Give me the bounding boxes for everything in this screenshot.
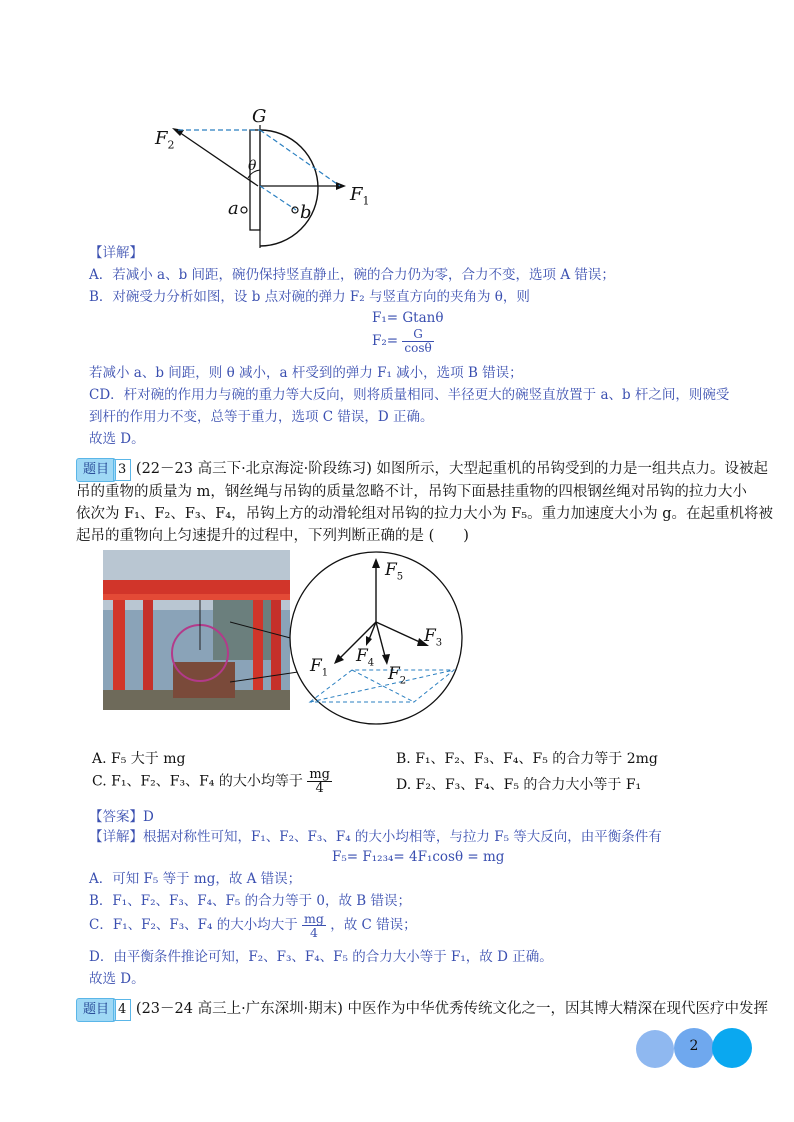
fig1-label-F1: $F_1$ (350, 184, 370, 208)
page-badge-circle-left (636, 1030, 674, 1068)
q3-stem-line3: 依次为 F₁、F₂、F₃、F₄，吊钩上方的动滑轮组对吊钩的拉力大小为 F₅。重力加速度大小为 g。在起重机将被 (76, 506, 773, 522)
q2-eq1: F₁= Gtanθ (372, 310, 444, 326)
fig1-label-theta: θ (248, 158, 257, 174)
page-badge-circle-right (712, 1028, 752, 1068)
q2-eq2-den: cosθ (404, 341, 432, 355)
q2-eq2-num: G (402, 328, 433, 342)
q3-option-b[interactable]: B. F₁、F₂、F₃、F₄、F₅ 的合力等于 2mg (396, 751, 658, 767)
fig2-label-F2: $F_2$ (388, 664, 407, 687)
q2-a-line: A．若减小 a、b 间距，碗仍保持竖直静止，碗的合力仍为零，合力不变，选项 A 错误； (89, 267, 615, 283)
q3-c: C．F₁、F₂、F₃、F₄ 的大小均大于 $\frac{mg}{4}$ ，故 C 错误； (89, 911, 417, 940)
q3-stem-line4: 起吊的重物向上匀速提升的过程中，下列判断正确的是 ( ) (76, 528, 469, 544)
q2-conclusion: 故选 D。 (89, 431, 145, 447)
q2-cd-line1: CD．杆对碗的作用力与碗的重力等大反向，则将质量相同、半径更大的碗竖直放置于 a、b 杆之间，则碗受 (89, 387, 730, 403)
q2-cd-line2: 到杆的作用力不变，总等于重力，选项 C 错误，D 正确。 (89, 409, 434, 425)
q3-d: D．由平衡条件推论可知，F₂、F₃、F₄、F₅ 的合力大小等于 F₁，故 D 正确。 (89, 949, 553, 965)
q2-b-line: B．对碗受力分析如图，设 b 点对碗的弹力 F₂ 与竖直方向的夹角为 θ，则 (89, 289, 530, 305)
q3-number: 3 (113, 459, 131, 481)
q3-tag: 题目 (76, 458, 116, 482)
page-badge (636, 1028, 752, 1068)
fig1-label-F2: $F_2$ (155, 128, 175, 152)
q3-stem-line2: 吊的重物的质量为 m，钢丝绳与吊钩的质量忽略不计，吊钩下面悬挂重物的四根钢丝绳对吊钩的拉力大小 (76, 484, 747, 500)
page-number: 2 (689, 1038, 699, 1054)
fig1-label-G: G (252, 106, 267, 127)
q2-detail-tag: 【详解】 (89, 245, 143, 261)
fig2-label-F5: $F_5$ (385, 560, 404, 583)
q4-stem-line1: 题目 4 (23－24 高三上·广东深圳·期末) 中医作为中华优秀传统文化之一，因其博大精深在现代医疗中发挥 (76, 998, 768, 1022)
q2-eq2: F₂= $\frac{G}{\cos\theta}$ (372, 327, 432, 355)
q3-optc-num: mg (309, 767, 330, 782)
q2-b-cont: 若减小 a、b 间距，则 θ 减小，a 杆受到的弹力 F₁ 减小，选项 B 错误； (89, 365, 523, 381)
q3-c-den: 4 (310, 925, 318, 940)
q4-number: 4 (113, 999, 131, 1021)
fig1-label-b: b (300, 202, 312, 223)
q4-tag: 题目 (76, 998, 116, 1022)
q3-detail: 【详解】根据对称性可知，F₁、F₂、F₃、F₄ 的大小均相等，与拉力 F₅ 等大反向，由平衡条件有 (89, 829, 662, 845)
q3-option-d[interactable]: D. F₂、F₃、F₄、F₅ 的合力大小等于 F₁ (396, 777, 642, 793)
q3-option-a[interactable]: A. F₅ 大于 mg (92, 751, 186, 767)
q3-b: B．F₁、F₂、F₃、F₄、F₅ 的合力等于 0，故 B 错误； (89, 893, 411, 909)
q3-option-c[interactable]: C. F₁、F₂、F₃、F₄ 的大小均等于 $\frac{mg}{4}$ (92, 767, 330, 796)
fig2-label-F1: $F_1$ (310, 656, 329, 679)
q3-optc-den: 4 (315, 781, 324, 796)
fig2-label-F4: $F_4$ (356, 646, 375, 669)
q3-answer: 【答案】D (89, 809, 154, 825)
q3-eq: F₅= F₁₂₃₄= 4F₁cosθ = mg (332, 849, 505, 865)
q3-stem-line1: 题目 3 (22－23 高三下·北京海淀·阶段练习) 如图所示，大型起重机的吊钩受到的力是一组共点力。设被起 (76, 458, 768, 482)
q3-conclusion: 故选 D。 (89, 971, 145, 987)
fig1-label-a: a (228, 198, 239, 219)
q3-a: A．可知 F₅ 等于 mg，故 A 错误； (89, 871, 302, 887)
q3-c-num: mg (304, 911, 324, 926)
fig2-label-F3: $F_3$ (424, 626, 443, 649)
